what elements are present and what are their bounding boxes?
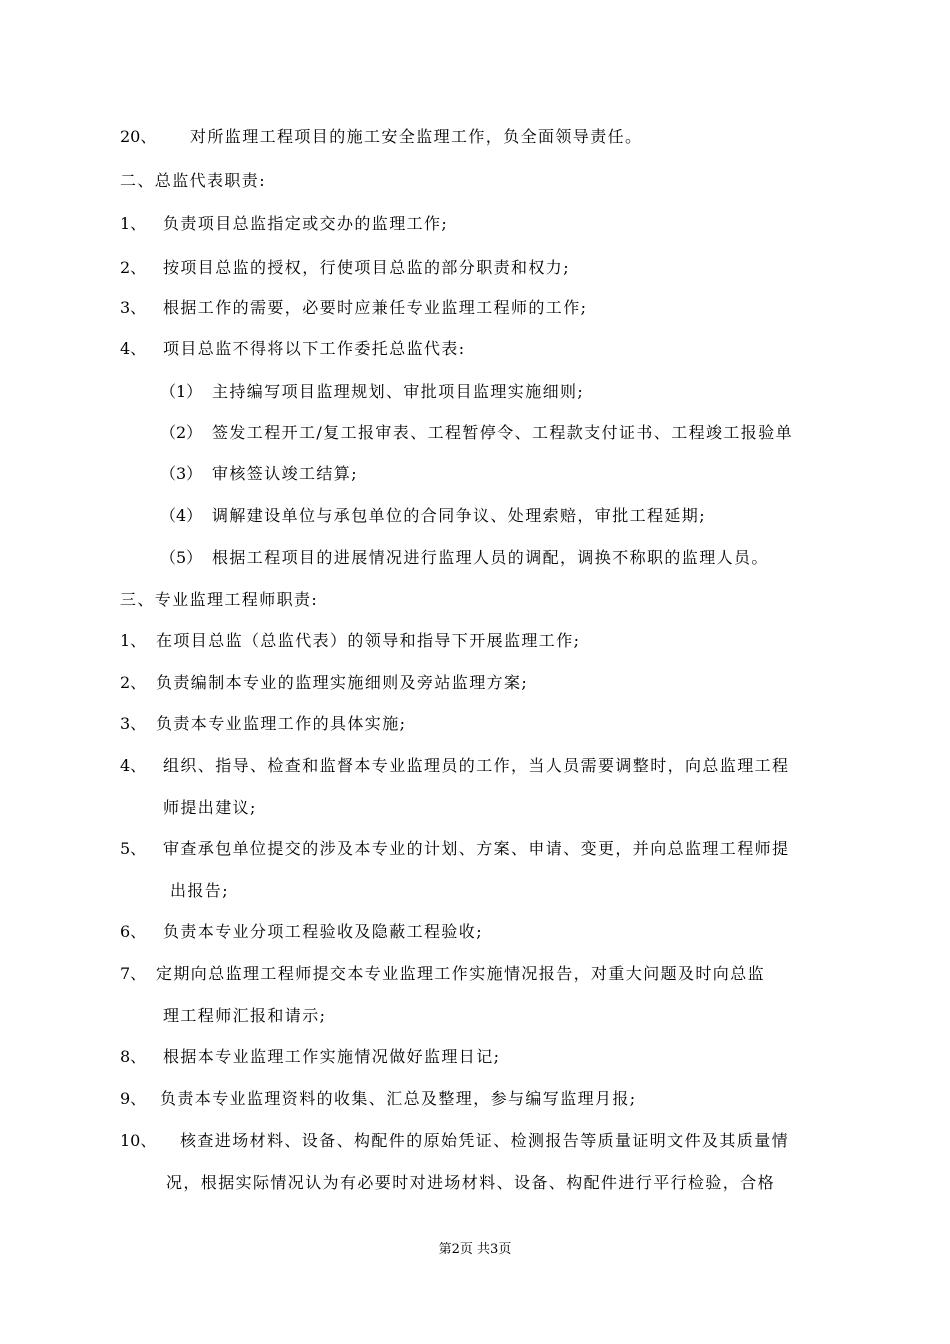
sub-item-number: （1）	[160, 382, 203, 401]
sub-item-number: （5）	[160, 548, 203, 567]
text-line	[0, 1046, 950, 1068]
item-number: 10、	[120, 1131, 157, 1150]
text-line	[0, 713, 950, 735]
item-text: 对所监理工程项目的施工安全监理工作，负全面领导责任。	[190, 127, 643, 146]
item-number: 4、	[120, 339, 147, 358]
item-number: 9、	[120, 1089, 147, 1108]
item-text: 况，根据实际情况认为有必要时对进场材料、设备、构配件进行平行检验，合格	[166, 1173, 776, 1192]
item-number: 4、	[120, 756, 147, 775]
item-number: 3、	[120, 298, 147, 317]
sub-item-text: 主持编写项目监理规划、审批项目监理实施细则;	[212, 382, 585, 401]
item-number: 2、	[120, 258, 147, 277]
text-line	[0, 338, 950, 360]
item-text: 理工程师汇报和请示;	[163, 1006, 327, 1025]
item-text: 定期向总监理工程师提交本专业监理工作实施情况报告，对重大问题及时向总监	[156, 964, 766, 983]
item-text: 审查承包单位提交的涉及本专业的计划、方案、申请、变更，并向总监理工程师提	[163, 839, 790, 858]
sub-item-text: 签发工程开工/复工报审表、工程暂停令、工程款支付证书、工程竣工报验单	[212, 423, 793, 442]
text-line	[0, 257, 950, 279]
section-heading	[0, 170, 950, 192]
item-text: 按项目总监的授权，行使项目总监的部分职责和权力;	[163, 258, 570, 277]
section-heading	[0, 589, 950, 611]
text-line	[0, 963, 950, 985]
sub-item-line	[0, 547, 950, 569]
sub-item-text: 调解建设单位与承包单位的合同争议、处理索赔，审批工程延期;	[212, 506, 706, 525]
item-text: 负责本专业监理资料的收集、汇总及整理，参与编写监理月报;	[160, 1089, 637, 1108]
item-text: 根据工作的需要，必要时应兼任专业监理工程师的工作;	[163, 298, 588, 317]
item-text: 负责项目总监指定或交办的监理工作;	[163, 214, 449, 233]
sub-item-number: （4）	[160, 506, 203, 525]
item-text: 师提出建议;	[163, 798, 257, 817]
continuation-line	[0, 880, 950, 902]
text-line	[0, 630, 950, 652]
text-line	[0, 297, 950, 319]
sub-item-line	[0, 505, 950, 527]
item-text: 根据本专业监理工作实施情况做好监理日记;	[163, 1047, 501, 1066]
item-text: 负责本专业监理工作的具体实施;	[156, 714, 407, 733]
item-number: 20、	[120, 127, 157, 146]
item-text: 核查进场材料、设备、构配件的原始凭证、检测报告等质量证明文件及其质量情	[180, 1131, 790, 1150]
item-text: 在项目总监（总监代表）的领导和指导下开展监理工作;	[156, 631, 581, 650]
continuation-line	[0, 1005, 950, 1027]
heading-text: 二、总监代表职责:	[120, 171, 266, 190]
item-text: 出报告;	[170, 881, 229, 900]
continuation-line	[0, 1172, 950, 1194]
text-line	[0, 1130, 950, 1152]
text-line	[0, 126, 950, 148]
item-text: 项目总监不得将以下工作委托总监代表:	[163, 339, 466, 358]
item-text: 组织、指导、检查和监督本专业监理员的工作，当人员需要调整时，向总监理工程	[163, 756, 790, 775]
sub-item-text: 审核签认竣工结算;	[212, 464, 358, 483]
sub-item-text: 根据工程项目的进展情况进行监理人员的调配，调换不称职的监理人员。	[212, 548, 769, 567]
continuation-line	[0, 797, 950, 819]
item-number: 3、	[120, 714, 147, 733]
sub-item-line	[0, 381, 950, 403]
text-line	[0, 672, 950, 694]
item-number: 8、	[120, 1047, 147, 1066]
item-number: 2、	[120, 673, 147, 692]
item-text: 负责编制本专业的监理实施细则及旁站监理方案;	[156, 673, 529, 692]
item-number: 7、	[120, 964, 147, 983]
sub-item-number: （2）	[160, 423, 203, 442]
item-number: 6、	[120, 922, 147, 941]
item-number: 5、	[120, 839, 147, 858]
item-number: 1、	[120, 631, 147, 650]
text-line	[0, 838, 950, 860]
item-text: 负责本专业分项工程验收及隐蔽工程验收;	[163, 922, 483, 941]
text-line	[0, 921, 950, 943]
text-line	[0, 755, 950, 777]
page-footer: 第2页 共3页	[438, 1242, 512, 1257]
heading-text: 三、专业监理工程师职责:	[120, 590, 319, 609]
sub-item-line	[0, 463, 950, 485]
sub-item-line	[0, 422, 950, 444]
text-line	[0, 213, 950, 235]
item-number: 1、	[120, 214, 147, 233]
text-line	[0, 1088, 950, 1110]
sub-item-number: （3）	[160, 464, 203, 483]
